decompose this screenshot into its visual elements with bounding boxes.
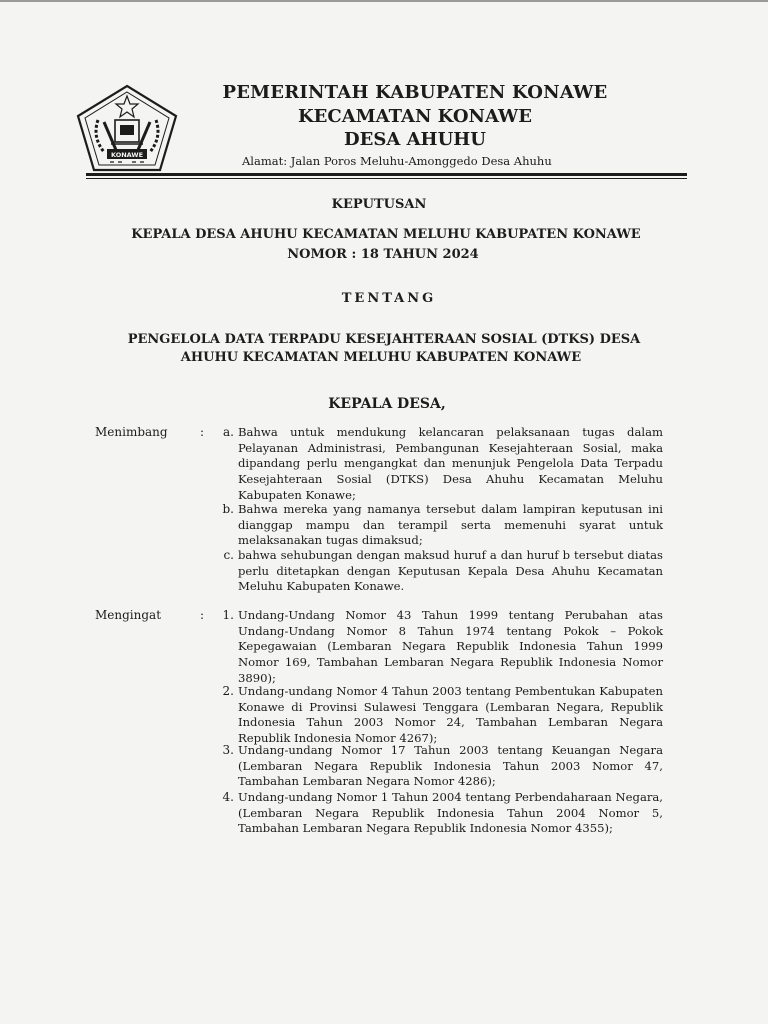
mengingat-item-3: Undang-undang Nomor 17 Tahun 2003 tentang Keuangan Negara (Lembaran Negara Republik Indonesia Tahun 2003 Nomor 47, Tambahan Lembaran Negara Nomor 4286);: [238, 743, 663, 789]
official-title: KEPALA DESA,: [328, 396, 446, 412]
decree-number: NOMOR : 18 TAHUN 2024: [287, 247, 479, 262]
menimbang-label: Menimbang: [95, 425, 168, 439]
menimbang-mark-c: c.: [223, 548, 234, 562]
kop-village: DESA AHUHU: [344, 129, 486, 150]
subject-line-1: PENGELOLA DATA TERPADU KESEJAHTERAAN SOSIAL (DTKS) DESA: [127, 332, 641, 347]
menimbang-mark-a: a.: [223, 425, 234, 439]
menimbang-item-a: Bahwa untuk mendukung kelancaran pelaksanaan tugas dalam Pelayanan Administrasi, Pembangunan Kesejahteraan Sosial, maka dipandang perlu mengangkat dan menunjuk Pengelola Data Terpadu Kesejahteraan Sosial (DTKS) Desa Ahuhu Kecamatan Meluhu Kabupaten Konawe;: [238, 425, 663, 502]
mengingat-item-4: Undang-undang Nomor 1 Tahun 2004 tentang Perbendaharaan Negara, (Lembaran Negara Republik Indonesia Tahun 2004 Nomor 5, Tambahan Lembaran Negara Republik Indonesia Nomor 4355);: [238, 790, 663, 836]
mengingat-mark-2: 2.: [222, 684, 234, 698]
issuer-heading: KEPALA DESA AHUHU KECAMATAN MELUHU KABUPATEN KONAWE: [131, 227, 641, 242]
kop-government: PEMERINTAH KABUPATEN KONAWE: [222, 82, 608, 103]
menimbang-mark-b: b.: [222, 502, 234, 516]
doc-type-heading: KEPUTUSAN: [331, 197, 427, 212]
logo-text: KONAWE: [110, 151, 144, 159]
menimbang-item-c: bahwa sehubungan dengan maksud huruf a dan huruf b tersebut diatas perlu ditetapkan dengan Keputusan Kepala Desa Ahuhu Kecamatan Meluhu Kabupaten Konawe.: [238, 548, 663, 594]
mengingat-mark-4: 4.: [222, 790, 234, 804]
menimbang-colon: :: [200, 425, 205, 439]
mengingat-mark-1: 1.: [222, 608, 234, 622]
tentang-heading: TENTANG: [341, 291, 437, 306]
mengingat-item-2: Undang-undang Nomor 4 Tahun 2003 tentang Pembentukan Kabupaten Konawe di Provinsi Sulawesi Tenggara (Lembaran Negara, Republik Indonesia Tahun 2003 Nomor 24, Tambahan Lembaran Negara Republik Indonesia Nomor 4267);: [238, 684, 663, 746]
kop-address: Alamat: Jalan Poros Meluhu-Amonggedo Desa Ahuhu: [242, 154, 552, 168]
subject-line-2: AHUHU KECAMATAN MELUHU KABUPATEN KONAWE: [180, 350, 582, 365]
letterhead-rule-thin: [86, 178, 687, 179]
menimbang-item-b: Bahwa mereka yang namanya tersebut dalam lampiran keputusan ini dianggap mampu dan terampil serta memenuhi syarat untuk melaksanakan tugas dimaksud;: [238, 502, 663, 548]
mengingat-item-1: Undang-Undang Nomor 43 Tahun 1999 tentang Perubahan atas Undang-Undang Nomor 8 Tahun 1974 tentang Pokok – Pokok Kepegawaian (Lembaran Negara Republik Indonesia Tahun 1999 Nomor 169, Tambahan Lembaran Negara Republik Indonesia Nomor 3890);: [238, 608, 663, 685]
kop-district: KECAMATAN KONAWE: [298, 106, 532, 127]
mengingat-mark-3: 3.: [222, 743, 234, 757]
konawe-emblem-icon: [74, 82, 180, 174]
mengingat-colon: :: [200, 608, 205, 622]
mengingat-label: Mengingat: [95, 608, 162, 622]
letterhead-rule-thick: [86, 173, 687, 176]
